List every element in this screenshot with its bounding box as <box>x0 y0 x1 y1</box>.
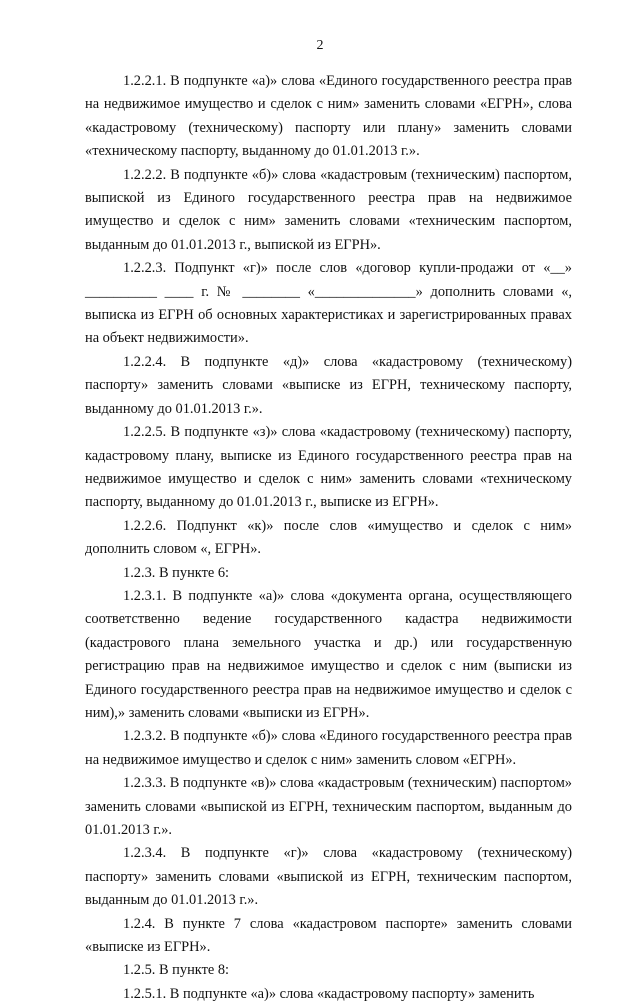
paragraph-1-2-3-4: 1.2.3.4. В подпункте «г)» слова «кадастровому (техническому) паспорту» заменить словами «выпиской из ЕГРН, техническим паспортом, выданным до 01.01.2013 г.». <box>85 845 576 909</box>
paragraph-1-2-2-2: 1.2.2.2. В подпункте «б)» слова «кадастровым (техническим) паспортом, выпиской из Единого государственного реестра прав на недвижимое имущество и сделок с ним» заменить словами «техническим паспортом, выданным до 01.01.2013 г., выпиской из ЕГРН». <box>85 166 576 253</box>
paragraph-1-2-3: 1.2.3. В пункте 6: <box>123 564 230 581</box>
paragraph-1-2-3-1: 1.2.3.1. В подпункте «а)» слова «документа органа, осуществляющего соответственно ведение государственного кадастра недвижимости (кадастрового плана земельного участка и др.) или государственную регистрацию прав на недвижимое имущество и сделок с ним (выписки из Единого государственного реестра прав на недвижимое имущество и сделок с ним),» заменить словами «выписки из ЕГРН». <box>85 587 576 721</box>
paragraph-1-2-4: 1.2.4. В пункте 7 слова «кадастровом паспорте» заменить словами «выписке из ЕГРН». <box>85 915 576 956</box>
paragraph-1-2-2-4: 1.2.2.4. В подпункте «д)» слова «кадастровому (техническому) паспорту» заменить словами «выписке из ЕГРН, техническому паспорту, выданному до 01.01.2013 г.». <box>85 353 576 417</box>
paragraph-1-2-3-3: 1.2.3.3. В подпункте «в)» слова «кадастровым (техническим) паспортом» заменить словами «выпиской из ЕГРН, техническим паспортом, выданным до 01.01.2013 г.». <box>85 775 576 838</box>
paragraph-1-2-3-2: 1.2.3.2. В подпункте «б)» слова «Единого государственного реестра прав на недвижимое имущество и сделок с ним» заменить словом «ЕГРН». <box>85 728 576 768</box>
paragraph-1-2-5-1: 1.2.5.1. В подпункте «а)» слова «кадастровому паспорту» заменить <box>123 985 535 1002</box>
paragraph-1-2-2-6: 1.2.2.6. Подпункт «к)» после слов «имущество и сделок с ним» дополнить словом «, ЕГРН». <box>85 517 576 558</box>
paragraph-1-2-2-1: 1.2.2.1. В подпункте «а)» слова «Единого государственного реестра прав на недвижимое имущество и сделок с ним» заменить словами «ЕГРН», слова «кадастровому (техническому) паспорту или плану» заменить словами «техническому паспорту, выданному до 01.01.2013 г.». <box>85 73 576 160</box>
page-number: 2 <box>316 38 324 53</box>
paragraph-1-2-5: 1.2.5. В пункте 8: <box>123 962 230 979</box>
paragraph-1-2-2-5: 1.2.2.5. В подпункте «з)» слова «кадастровому (техническому) паспорту, кадастровому плану, выписке из Единого государственного реестра прав на недвижимое имущество и сделок с ним» заменить словами «техническому паспорту, выданному до 01.01.2013 г., выписке из ЕГРН». <box>85 424 576 511</box>
paragraph-1-2-2-3: 1.2.2.3. Подпункт «г)» после слов «договор купли-продажи от «__» __________ ____ г. № ________ «______________» дополнить словами «, выписка из ЕГРН об основных характеристиках и зарегистрированных правах на объект недвижимости». <box>85 260 576 347</box>
document-body <box>85 70 576 1006</box>
